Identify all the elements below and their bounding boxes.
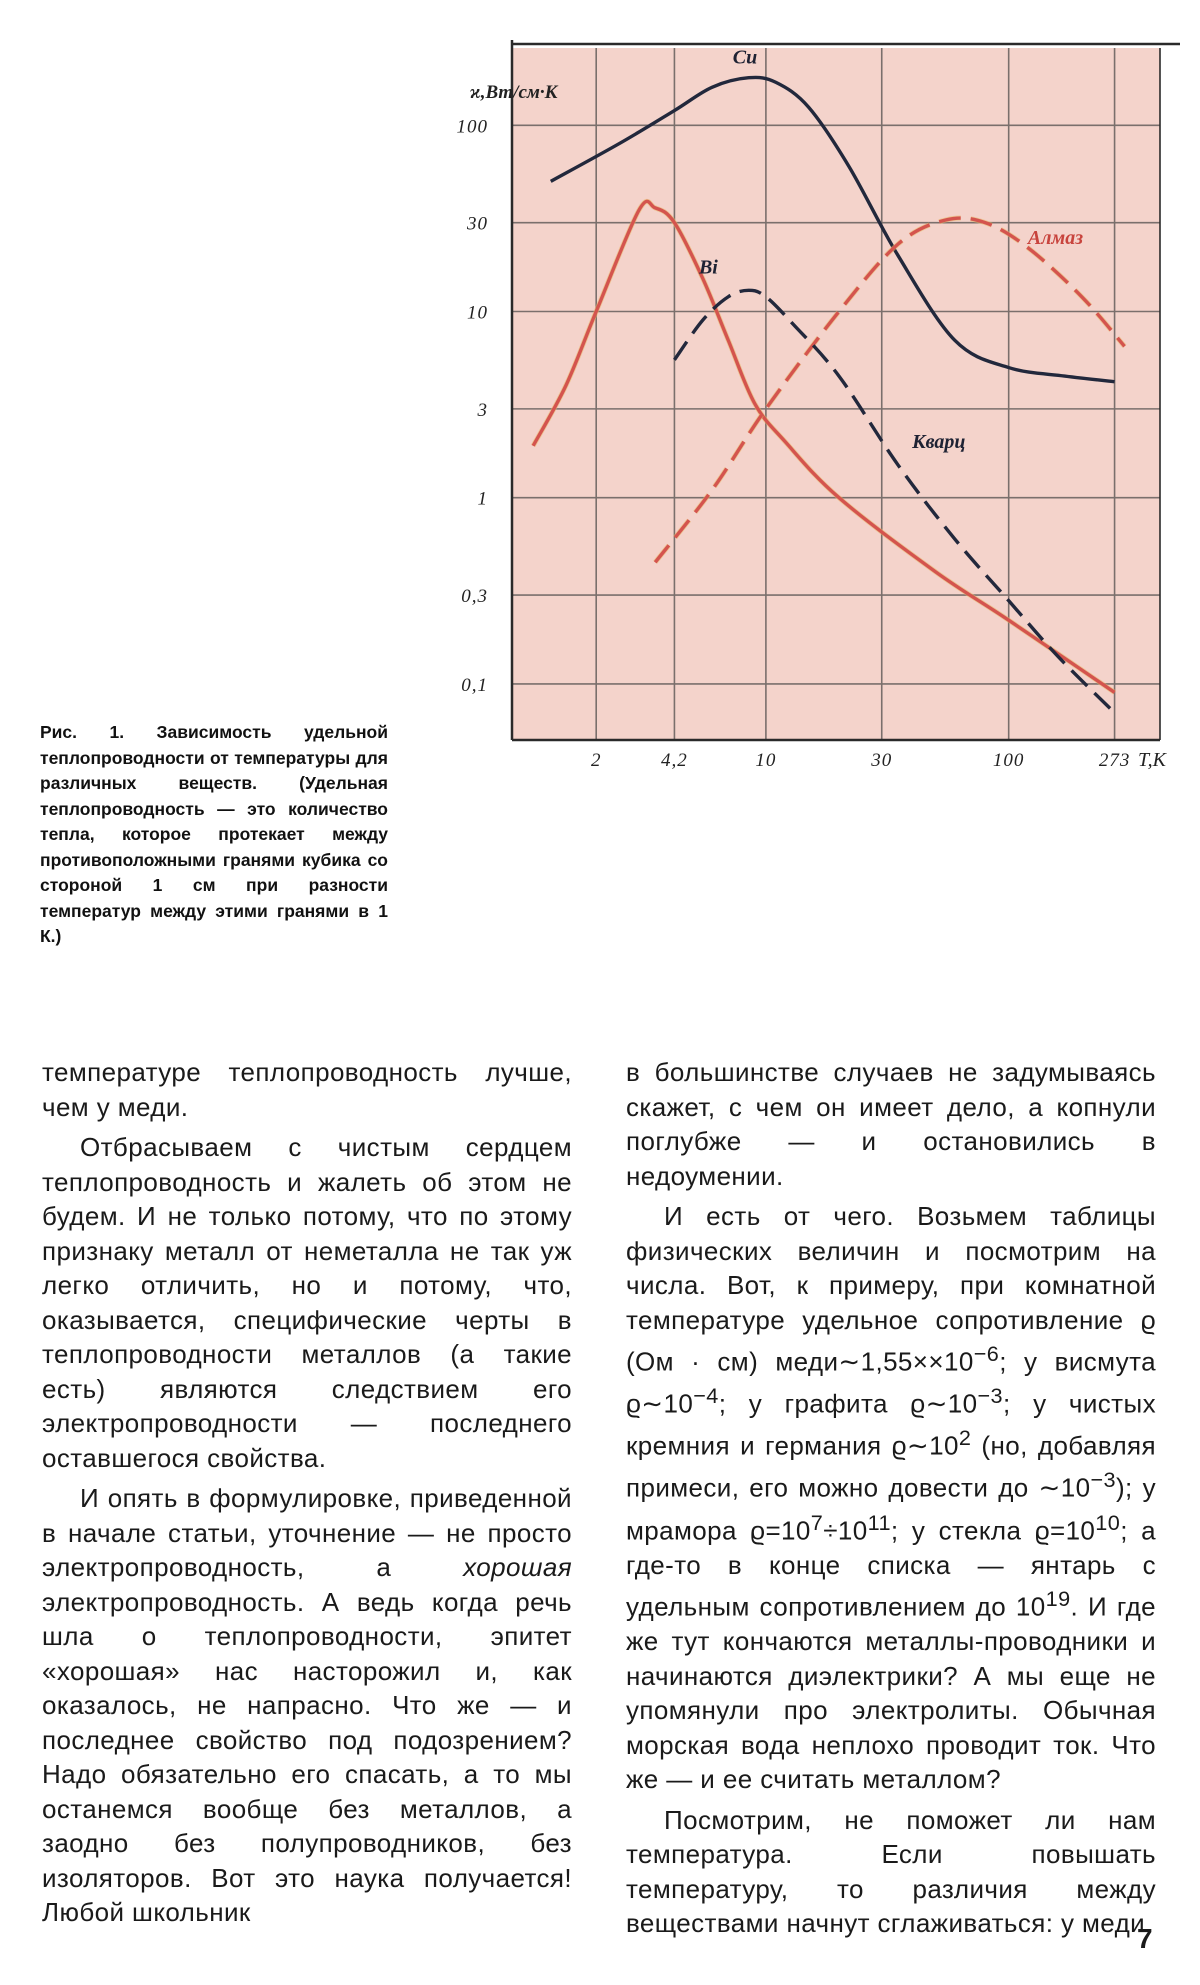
- paragraph: Отбрасываем с чистым сердцем теплопроводность и жалеть об этом не будем. И не только потому, что по этому признаку металл от неметалла не так уж легко отличить, но и потому, что, оказывается, специфические черты в теплопроводности металлов (а такие есть) являются следствием его электропроводности — последнего оставшегося свойства.: [42, 1132, 572, 1473]
- superscript: −4: [693, 1383, 719, 1409]
- x-tick-label: 30: [871, 750, 893, 771]
- text-run: И есть от чего. Возьмем таблицы физических величин и посмотрим на числа. Вот, к примеру, при комнатной температуре удельное сопротивление ϱ (Ом · см) меди∼1,55×: [626, 1201, 1156, 1377]
- paragraph: Посмотрим, не поможет ли нам температура. Если повышать температуру, то различия между веществами начнут сглаживаться: у меди: [626, 1804, 1156, 1939]
- series-label: Алмаз: [1027, 227, 1084, 250]
- text-run: электропроводность. А ведь когда речь шла о теплопроводности, эпитет «хорошая» нас насторожил и, как оказалось, не напрасно. Что же — и последнее свойство под подозрением? Надо обязательно его спасать, а то мы останемся вообще без металлов, а заодно без полупроводников, без изоляторов. Вот это наука получается! Любой школьник: [42, 1586, 572, 1927]
- text-run: ; у графита ϱ∼10: [718, 1388, 978, 1419]
- plot-background: [512, 48, 1160, 740]
- y-axis-label: ϰ,Вт/см·К: [470, 82, 558, 103]
- superscript: −6: [973, 1341, 1000, 1366]
- text-column-left: [42, 1055, 572, 1930]
- x-tick-label: 100: [992, 750, 1025, 771]
- text-run: ); у мрамора ϱ=10: [626, 1473, 1156, 1546]
- y-tick-label: 1: [477, 488, 488, 510]
- superscript: 11: [867, 1509, 891, 1535]
- text-run: ÷10: [823, 1515, 868, 1546]
- superscript: 7: [810, 1509, 824, 1535]
- thermal-conductivity-chart: [440, 40, 1180, 1000]
- paragraph: [626, 1199, 1156, 1797]
- x-tick-label: 10: [755, 750, 777, 771]
- page-number: 7: [1137, 1923, 1153, 1954]
- x-axis-label: T,К: [1138, 749, 1166, 771]
- superscript: 2: [958, 1425, 972, 1451]
- text-run: ; у чистых кремния и германия ϱ∼10: [626, 1388, 1156, 1461]
- y-tick-label: 0,3: [461, 586, 488, 608]
- text-run: . И где же тут кончаются металлы-проводники и начинаются диэлектрики? А мы еще не упомянули про электролиты. Обычная морская вода неплохо проводит ток. Что же — и ее считать металлом?: [626, 1591, 1157, 1795]
- y-tick-label: 3: [477, 399, 488, 421]
- y-tick-label: 10: [467, 302, 488, 324]
- text-run: ; а где-то в конце списка — янтарь с удельным сопротивлением до 10: [626, 1515, 1157, 1622]
- series-label: Cu: [732, 46, 758, 69]
- text-run: ; у висмута ϱ∼10: [626, 1346, 1156, 1419]
- figure-caption: Рис. 1. Зависимость удельной теплопроводности от температуры для различных веществ. (Удельная теплопроводность — это количество тепла, которое протекает между противоположными гранями кубика со стороной 1 см при разности температур между этими гранями в 1 К.): [40, 722, 388, 946]
- y-tick-label: 30: [467, 213, 488, 235]
- x-tick-label: 2: [590, 750, 602, 771]
- x-tick-label: 273: [1098, 750, 1131, 771]
- paragraph: температуре теплопроводность лучше, чем у меди.: [42, 1057, 572, 1122]
- superscript: 19: [1045, 1586, 1071, 1612]
- paragraph: [42, 1481, 572, 1930]
- text-run: (но, добавляя примеси, его можно довести до ∼10: [626, 1430, 1157, 1504]
- series-label: Bi: [698, 256, 718, 279]
- series-label: Кварц: [912, 430, 966, 453]
- text-run: И опять в формулировке, приведенной в начале статьи, уточнение — не просто электропроводность, а: [42, 1483, 572, 1582]
- superscript: 10: [1095, 1509, 1121, 1535]
- superscript: −3: [977, 1383, 1003, 1409]
- emphasis: хорошая: [463, 1552, 572, 1582]
- text-run: ; у стекла ϱ=10: [890, 1515, 1096, 1546]
- x-tick-label: 4,2: [661, 750, 688, 771]
- text-run: ×10: [928, 1346, 974, 1377]
- y-tick-label: 100: [456, 116, 488, 138]
- superscript: −3: [1090, 1467, 1116, 1493]
- paragraph: в большинстве случаев не задумываясь скажет, с чем он имеет дело, а копнули поглубже — и остановились в недоумении.: [626, 1057, 1156, 1191]
- text-column-right: [626, 1055, 1156, 1941]
- y-tick-label: 0,1: [461, 674, 488, 696]
